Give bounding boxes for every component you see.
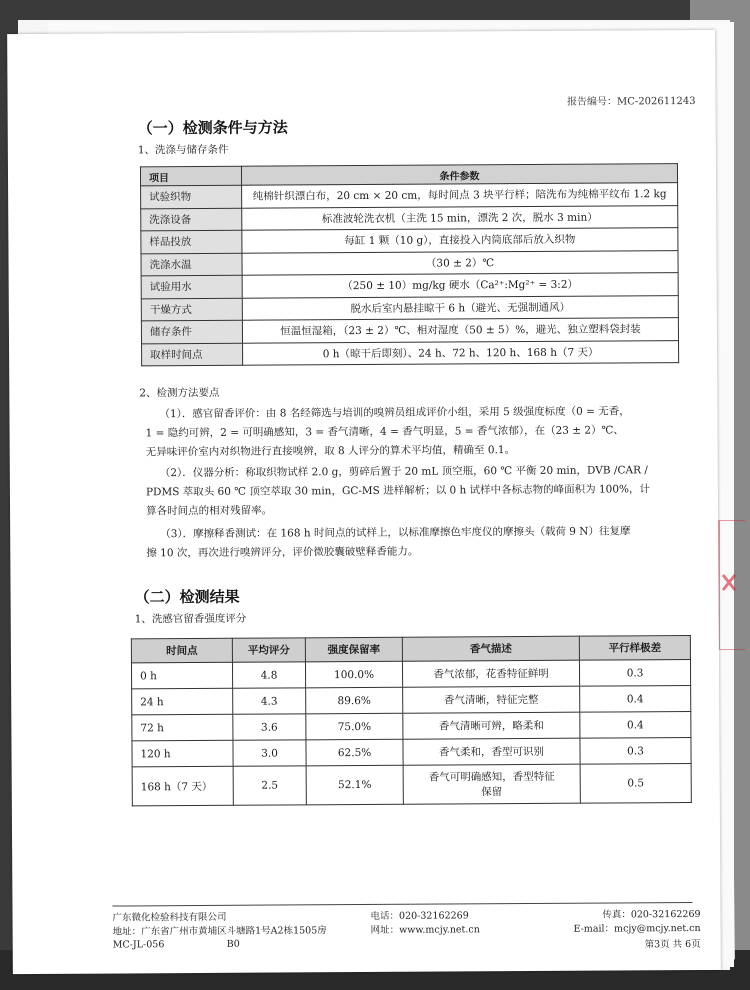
subsection-methods: 2、检测方法要点 xyxy=(139,386,220,400)
description-line: 保留 xyxy=(481,786,503,799)
row-key: 样品投放 xyxy=(141,230,242,253)
footer-version: B0 xyxy=(226,938,240,950)
cell-time: 168 h（7 天） xyxy=(132,766,233,806)
header-cell-item: 项目 xyxy=(140,166,241,186)
cell-avg: 2.5 xyxy=(233,766,306,805)
cell-description xyxy=(403,764,580,804)
description-line: 香气可明确感知，香型特征 xyxy=(428,770,555,784)
row-value: 脱水后室内悬挂晾干 6 h（避光、无强制通风） xyxy=(242,295,678,320)
footer-email: E-mail：mcjy@mcjy.net.cn xyxy=(573,922,701,935)
report-page xyxy=(7,30,721,974)
method-paragraph-friction xyxy=(146,522,694,563)
cell-retention: 100.0% xyxy=(305,661,402,688)
header-cell-description: 香气描述 xyxy=(402,636,579,661)
row-key: 取样时间点 xyxy=(142,343,243,366)
paragraph-line: 算各时间点的相对残留率。 xyxy=(146,504,273,518)
table-row xyxy=(132,686,691,715)
table-row xyxy=(141,273,678,299)
method-paragraph-sensory xyxy=(145,402,693,462)
row-value: （30 ± 2）℃ xyxy=(242,250,678,275)
footer-address: 地址：广东省广州市黄埔区斗塘路1号A2栋1505房 xyxy=(112,925,327,938)
cell-range: 0.4 xyxy=(580,712,691,739)
subsection-sensory-scores: 1、洗感官留香强度评分 xyxy=(134,612,247,626)
cell-retention: 52.1% xyxy=(306,765,403,805)
row-key: 试验织物 xyxy=(141,185,242,208)
cell-retention: 75.0% xyxy=(306,713,403,740)
cell-description: 香气浓郁，花香特征鲜明 xyxy=(402,660,579,687)
cell-retention: 62.5% xyxy=(306,739,403,766)
footer-page-number: 第3页 共 6页 xyxy=(644,938,701,951)
paragraph-line: （3）．摩擦释香测试：在 168 h 时间点的试样上，以标准摩擦色牢度仪的摩擦头（载荷 9 N）往复摩 xyxy=(160,525,631,541)
footer-website: 网址：www.mcjy.net.cn xyxy=(370,924,480,936)
paragraph-line: （2）．仪器分析：称取织物试样 2.0 g，剪碎后置于 20 mL 顶空瓶，60 ℃ 平衡 20 min，DVB /CAR / xyxy=(159,464,648,480)
header-cell-time: 时间点 xyxy=(131,638,232,663)
table-row xyxy=(141,183,678,209)
method-paragraph-instrument xyxy=(146,461,694,521)
footer-company: 广东微化检验科技有限公司 xyxy=(112,911,227,924)
header-cell-range: 平行样极差 xyxy=(579,636,690,661)
table-row xyxy=(132,712,691,741)
paragraph-line: 擦 10 次，再次进行嗅辨评分，评价微胶囊破壁释香能力。 xyxy=(146,545,419,560)
table-row xyxy=(142,340,679,366)
footer-fax: 传真：020-32162269 xyxy=(602,908,701,921)
paragraph-line: PDMS 萃取头 60 ℃ 顶空萃取 30 min，GC-MS 进样解析；以 0 h 试样中各标志物的峰面积为 100%，计 xyxy=(145,483,651,499)
paragraph-line: 1 = 隐约可辨，2 = 可明确感知，3 = 香气清晰，4 = 香气明显，5 = 香气浓郁），在（23 ± 2）℃、 xyxy=(145,424,624,440)
header-cell-avg: 平均评分 xyxy=(232,638,305,662)
table-row xyxy=(141,318,678,344)
table-row xyxy=(141,205,678,231)
cell-avg: 3.6 xyxy=(233,714,306,740)
cell-avg: 4.3 xyxy=(233,688,306,714)
cell-range: 0.3 xyxy=(579,660,690,687)
results-table xyxy=(131,635,692,806)
section-title-results: （二）检测结果 xyxy=(134,587,240,607)
cell-time: 72 h xyxy=(132,714,233,741)
row-key: 干燥方式 xyxy=(141,298,242,321)
table-row xyxy=(132,738,691,767)
report-number: 报告编号：MC-202611243 xyxy=(566,95,696,108)
table-row xyxy=(132,764,691,806)
cell-avg: 3.0 xyxy=(233,740,306,766)
conditions-table xyxy=(140,163,679,366)
footer-phone: 电话：020-32162269 xyxy=(370,910,469,922)
row-value: 0 h（晾干后即刻）、24 h、72 h、120 h、168 h（7 天） xyxy=(243,340,679,365)
cell-avg: 4.8 xyxy=(232,662,305,688)
row-key: 试验用水 xyxy=(141,275,242,298)
cell-time: 120 h xyxy=(132,740,233,767)
row-value: （250 ± 10）mg/kg 硬水（Ca²⁺:Mg²⁺ = 3:2） xyxy=(242,273,678,298)
cell-time: 24 h xyxy=(132,688,233,715)
row-key: 储存条件 xyxy=(141,320,242,343)
cell-range: 0.5 xyxy=(580,764,691,804)
row-value: 标准波轮洗衣机（主洗 15 min，漂洗 2 次，脱水 3 min） xyxy=(242,205,678,230)
paragraph-line: 无异味评价室内对织物进行直接嗅辨，取 8 人评分的算术平均值，精确至 0.1。 xyxy=(145,444,516,459)
section-title-conditions: （一）检测条件与方法 xyxy=(137,118,288,138)
cell-range: 0.4 xyxy=(580,686,691,713)
paragraph-line: （1）．感官留香评价：由 8 名经筛选与培训的嗅辨员组成评价小组，采用 5 级强度标度（0 = 无香， xyxy=(159,405,630,421)
cell-description: 香气柔和，香型可识别 xyxy=(403,738,580,765)
table-row xyxy=(141,295,678,321)
table-header-row xyxy=(131,636,690,663)
footer-doc-number: MC-JL-056 xyxy=(112,939,165,951)
row-value: 恒温恒湿箱，（23 ± 2）℃、相对湿度（50 ± 5）%，避光、独立塑料袋封装 xyxy=(242,318,678,343)
row-value: 每缸 1 颗（10 g），直接投入内筒底部后放入织物 xyxy=(242,228,678,253)
cell-range: 0.3 xyxy=(580,738,691,765)
cell-retention: 89.6% xyxy=(306,687,403,714)
row-key: 洗涤设备 xyxy=(141,208,242,231)
cell-description: 香气清晰可辨，略柔和 xyxy=(403,712,580,739)
row-value: 纯棉针织漂白布，20 cm × 20 cm，每时间点 3 块平行样；陪洗布为纯棉平纹布 1.2 kg xyxy=(242,183,678,208)
table-row xyxy=(131,660,690,689)
header-cell-retention: 强度保留率 xyxy=(305,637,402,662)
cell-time: 0 h xyxy=(131,662,232,689)
table-row xyxy=(141,228,678,254)
header-cell-params: 条件参数 xyxy=(241,164,677,186)
row-key: 洗涤水温 xyxy=(141,253,242,276)
table-row xyxy=(141,250,678,276)
subsection-wash-storage: 1、洗涤与储存条件 xyxy=(137,143,229,157)
cell-description: 香气清晰，特征完整 xyxy=(403,686,580,713)
